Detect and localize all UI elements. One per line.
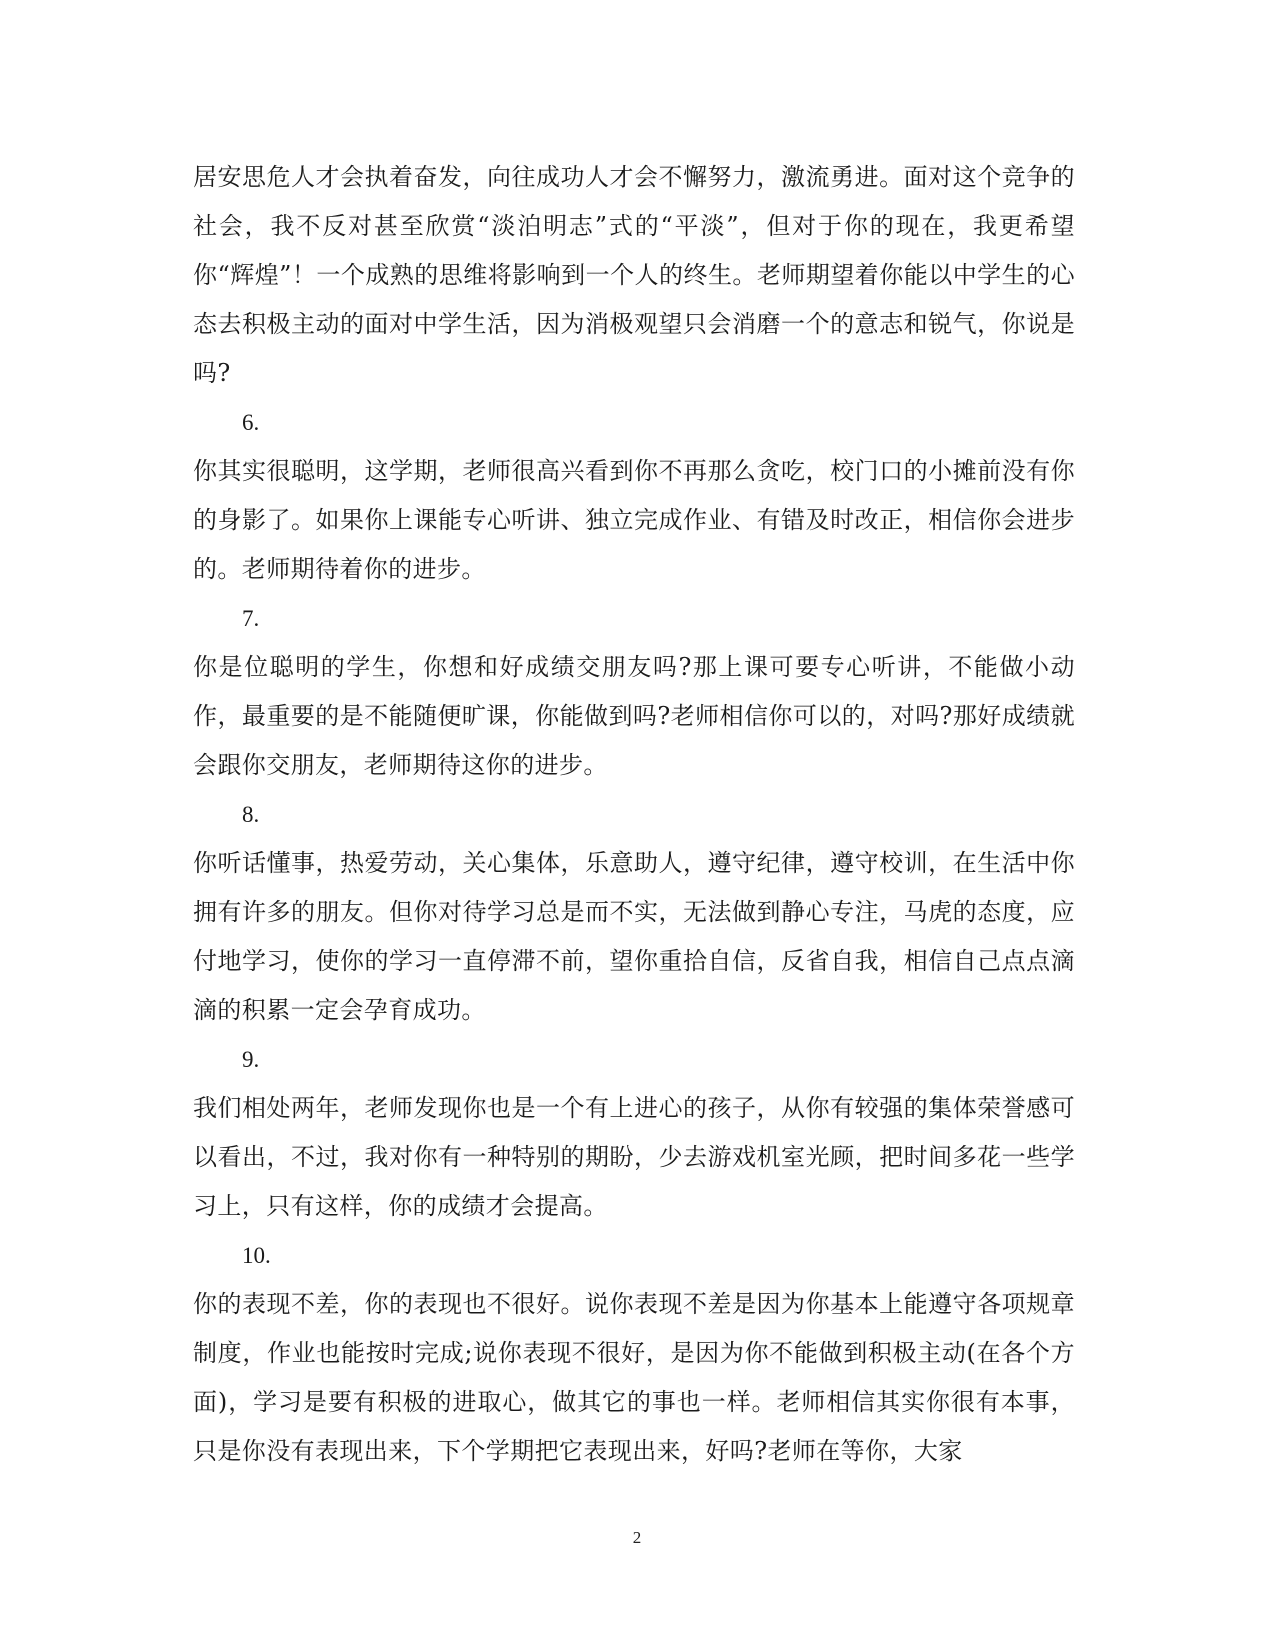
item-number-8: 8. (242, 802, 260, 827)
item-number-7: 7. (242, 606, 260, 631)
paragraph-item-7: 你是位聪明的学生，你想和好成绩交朋友吗?那上课可要专心听讲，不能做小动作，最重要的是不能随便旷课，你能做到吗?老师相信你可以的，对吗?那好成绩就会跟你交朋友，老师期待这你的进步。 (193, 653, 1075, 779)
paragraph-item-10: 你的表现不差，你的表现也不很好。说你表现不差是因为你基本上能遵守各项规章制度，作业也能按时完成;说你表现不很好，是因为你不能做到积极主动(在各个方面)，学习是要有积极的进取心，做其它的事也一样。老师相信其实你很有本事，只是你没有表现出来，下个学期把它表现出来，好吗?老师在等你，大家 (193, 1290, 1075, 1465)
document-body (193, 153, 1075, 1476)
item-number-9: 9. (242, 1047, 260, 1072)
paragraph-item-6: 你其实很聪明，这学期，老师很高兴看到你不再那么贪吃，校门口的小摊前没有你的身影了。如果你上课能专心听讲、独立完成作业、有错及时改正，相信你会进步的。老师期待着你的进步。 (193, 457, 1075, 583)
page-number: 2 (632, 1528, 642, 1547)
item-number-10: 10. (242, 1243, 271, 1268)
paragraph-item-9: 我们相处两年，老师发现你也是一个有上进心的孩子，从你有较强的集体荣誉感可以看出，不过，我对你有一种特别的期盼，少去游戏机室光顾，把时间多花一些学习上，只有这样，你的成绩才会提高。 (193, 1094, 1075, 1220)
paragraph-intro: 居安思危人才会执着奋发，向往成功人才会不懈努力，激流勇进。面对这个竞争的社会，我不反对甚至欣赏“淡泊明志”式的“平淡”，但对于你的现在，我更希望你“辉煌”！一个成熟的思维将影响到一个人的终生。老师期望着你能以中学生的心态去积极主动的面对中学生活，因为消极观望只会消磨一个的意志和锐气，你说是吗? (193, 163, 1075, 387)
paragraph-item-8: 你听话懂事，热爱劳动，关心集体，乐意助人，遵守纪律，遵守校训，在生活中你拥有许多的朋友。但你对待学习总是而不实，无法做到静心专注，马虎的态度，应付地学习，使你的学习一直停滞不前，望你重拾自信，反省自我，相信自己点点滴滴的积累一定会孕育成功。 (193, 849, 1075, 1024)
item-number-6: 6. (242, 410, 260, 435)
